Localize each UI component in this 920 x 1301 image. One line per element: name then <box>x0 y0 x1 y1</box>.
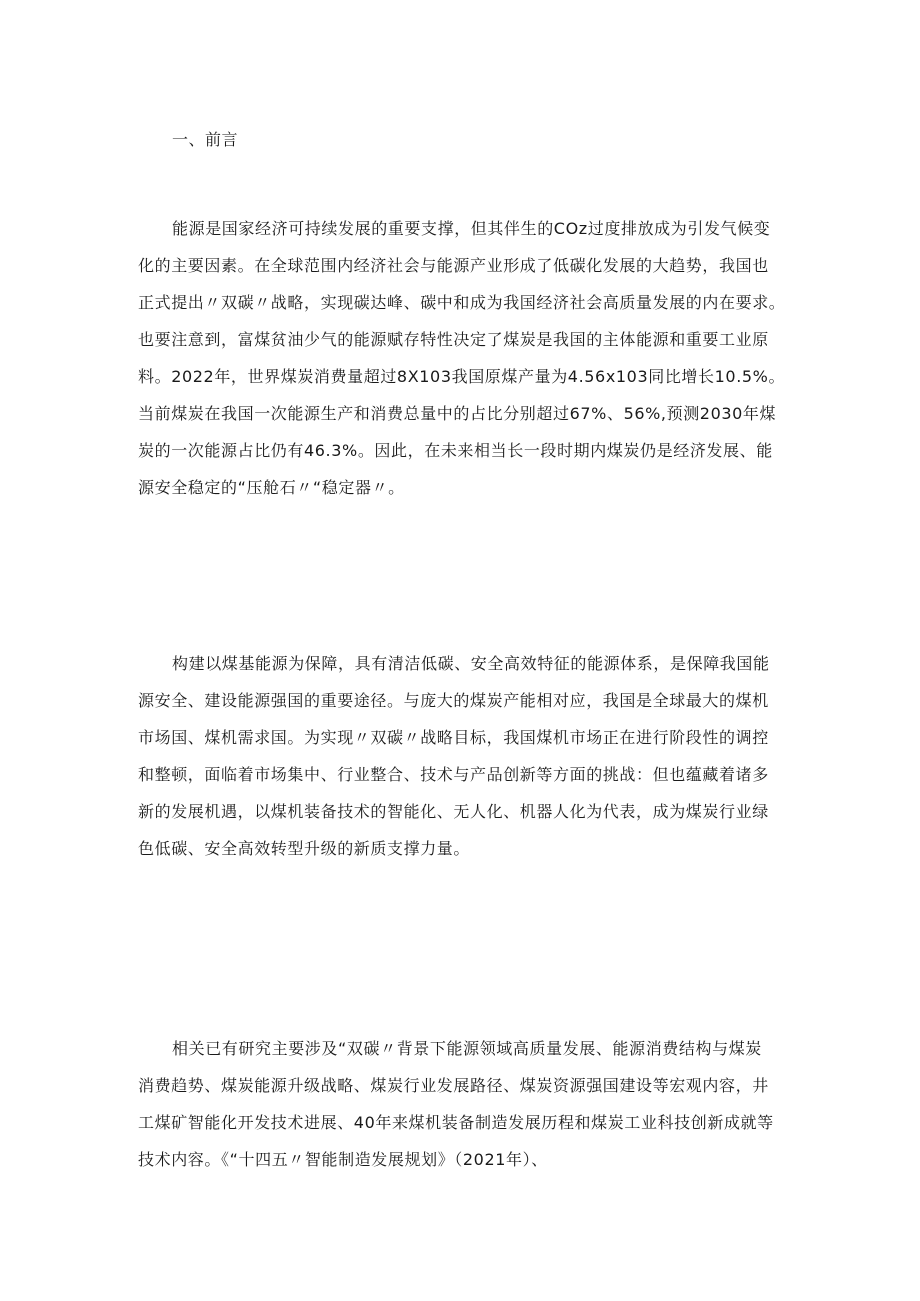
paragraph-line: 消费趋势、煤炭能源升级战略、煤炭行业发展路径、煤炭资源强国建设等宏观内容，井 <box>138 1076 769 1095</box>
paragraph-line: 料。2022年，世界煤炭消费量超过8X103我国原煤产量为4.56x103同比增长10.5%。 <box>138 367 786 386</box>
paragraph-energy-context <box>138 210 798 506</box>
paragraph-line: 炭的一次能源占比仍有46.3%。因此，在未来相当长一段时期内煤炭仍是经济发展、能 <box>138 441 773 460</box>
paragraph-line: 色低碳、安全高效转型升级的新质支撑力量。 <box>138 839 471 858</box>
paragraph-line: 工煤矿智能化开发技术进展、40年来煤机装备制造发展历程和煤炭工业科技创新成就等 <box>138 1113 774 1132</box>
paragraph-line: 源安全稳定的“压舱石〃“稳定器〃。 <box>138 478 405 497</box>
paragraph-line: 市场国、煤机需求国。为实现〃双碳〃战略目标，我国煤机市场正在进行阶段性的调控 <box>138 728 769 747</box>
section-heading: 一、前言 <box>172 130 239 149</box>
paragraph-line: 化的主要因素。在全球范围内经济社会与能源产业形成了低碳化发展的大趋势，我国也 <box>138 256 769 275</box>
paragraph-line: 构建以煤基能源为保障，具有清洁低碳、安全高效特征的能源体系，是保障我国能 <box>172 654 770 673</box>
paragraph-line: 也要注意到，富煤贫油少气的能源赋存特性决定了煤炭是我国的主体能源和重要工业原 <box>138 330 769 349</box>
paragraph-energy-system <box>138 645 798 867</box>
paragraph-line: 相关已有研究主要涉及“双碳〃背景下能源领域高质量发展、能源消费结构与煤炭 <box>172 1039 762 1058</box>
paragraph-line: 源安全、建设能源强国的重要途径。与庞大的煤炭产能相对应，我国是全球最大的煤机 <box>138 691 769 710</box>
paragraph-line: 当前煤炭在我国一次能源生产和消费总量中的占比分别超过67%、56%,预测2030年煤 <box>138 404 777 423</box>
paragraph-line: 新的发展机遇，以煤机装备技术的智能化、无人化、机器人化为代表，成为煤炭行业绿 <box>138 802 769 821</box>
paragraph-line: 能源是国家经济可持续发展的重要支撑，但其伴生的COz过度排放成为引发气候变 <box>172 219 771 238</box>
paragraph-line: 和整顿，面临着市场集中、行业整合、技术与产品创新等方面的挑战：但也蕴藏着诸多 <box>138 765 769 784</box>
paragraph-related-research <box>138 1030 798 1178</box>
paragraph-line: 正式提出〃双碳〃战略，实现碳达峰、碳中和成为我国经济社会高质量发展的内在要求。 <box>138 293 786 312</box>
paragraph-line: 技术内容。《“十四五〃智能制造发展规划》（2021年）、 <box>138 1150 548 1169</box>
